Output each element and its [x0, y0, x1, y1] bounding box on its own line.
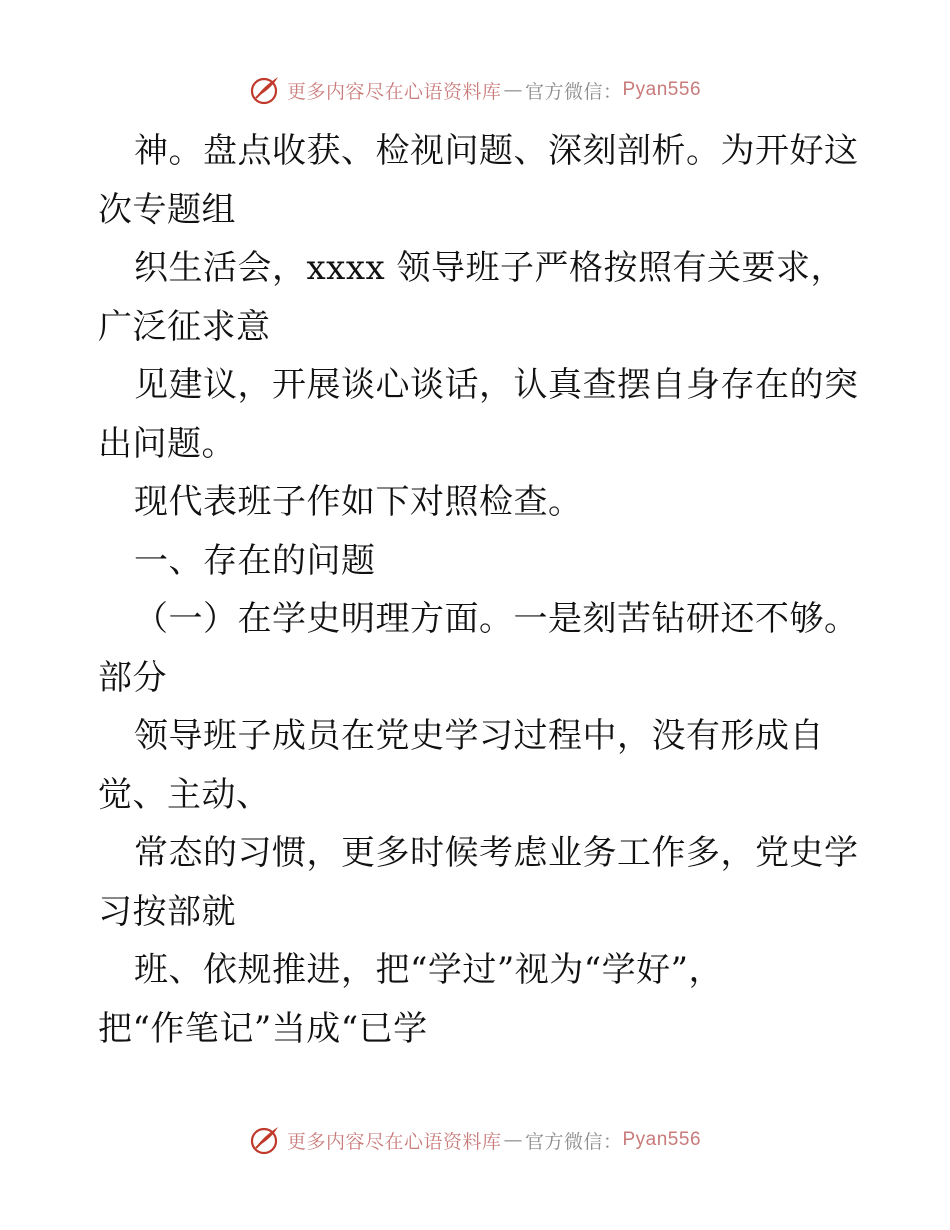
watermark-label: 官方微信： — [524, 1130, 623, 1153]
text-line: 部分 — [98, 657, 167, 698]
watermark-separator: — — [503, 1129, 523, 1151]
text-line: 见建议，开展谈心谈话，认真查摆自身存在的突 — [134, 365, 859, 405]
text-line: 次专题组 — [98, 189, 236, 230]
document-body — [98, 122, 868, 1058]
text-line: （一）在学史明理方面。一是刻苦钻研还不够。 — [134, 599, 859, 639]
watermark-separator: — — [503, 79, 523, 101]
text-line: 常态的习惯，更多时候考虑业务工作多，党史学 — [134, 833, 859, 873]
text-line: 习按部就 — [98, 891, 236, 932]
watermark-account: Pyan556 — [622, 79, 702, 100]
watermark-account: Pyan556 — [622, 1129, 702, 1150]
footer-watermark — [0, 1120, 950, 1160]
text-line: 把“作笔记”当成“已学 — [98, 1008, 428, 1049]
quill-logo-icon — [249, 1124, 281, 1156]
text-line: 觉、主动、 — [98, 774, 271, 815]
text-line: 班、依规推进，把“学过”视为“学好”， — [134, 950, 724, 990]
watermark-brand: 更多内容尽在心语资料库 — [286, 1130, 502, 1153]
text-line: 广泛征求意 — [98, 306, 271, 347]
text-line: 现代表班子作如下对照检查。 — [134, 482, 583, 522]
text-line: 织生活会，xxxx 领导班子严格按照有关要求， — [134, 248, 846, 288]
header-watermark — [0, 70, 950, 110]
quill-logo-icon — [249, 74, 281, 106]
section-heading: 一、存在的问题 — [134, 540, 376, 581]
watermark-label: 官方微信： — [524, 80, 623, 103]
watermark-brand: 更多内容尽在心语资料库 — [286, 80, 502, 103]
text-line: 领导班子成员在党史学习过程中，没有形成自 — [134, 716, 824, 756]
text-line: 神。盘点收获、检视问题、深刻剖析。为开好这 — [134, 131, 859, 171]
text-line: 出问题。 — [98, 423, 236, 464]
